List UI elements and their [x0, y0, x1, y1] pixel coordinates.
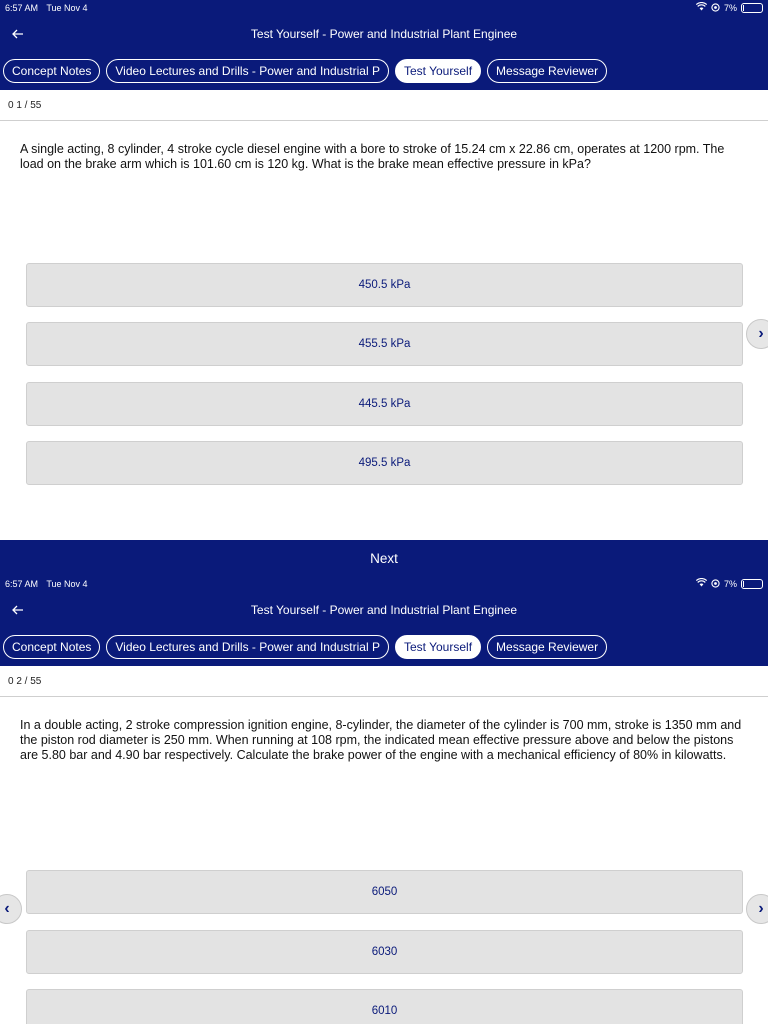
status-bar — [0, 576, 768, 592]
tab-video-lectures[interactable]: Video Lectures and Drills - Power and Industrial P — [106, 59, 389, 83]
page-title: Test Yourself - Power and Industrial Plant Enginee — [250, 603, 518, 617]
status-bar — [0, 0, 768, 16]
app-header — [0, 576, 768, 666]
battery-percent: 7% — [723, 3, 737, 13]
status-time: 6:57 AM — [5, 579, 39, 589]
back-button[interactable] — [8, 598, 28, 622]
status-time: 6:57 AM — [5, 3, 39, 13]
battery-icon — [741, 579, 763, 589]
battery-percent: 7% — [723, 579, 737, 589]
tab-bar — [0, 52, 768, 90]
question-counter: 0 2 / 55 — [0, 666, 768, 697]
answer-option[interactable]: 6010 — [26, 989, 743, 1024]
page-title: Test Yourself - Power and Industrial Plant Enginee — [250, 27, 518, 41]
chevron-right-icon: › — [758, 325, 764, 342]
battery-fill — [743, 581, 744, 587]
tab-test-yourself[interactable]: Test Yourself — [395, 59, 481, 83]
tab-concept-notes[interactable]: Concept Notes — [3, 635, 100, 659]
location-icon — [711, 3, 720, 14]
wifi-icon — [696, 578, 707, 590]
answer-option[interactable]: 6030 — [26, 930, 743, 974]
status-date: Tue Nov 4 — [46, 579, 88, 589]
wifi-icon — [696, 2, 707, 14]
location-icon — [711, 579, 720, 590]
back-arrow-icon — [12, 29, 24, 39]
back-arrow-icon — [12, 605, 24, 615]
answer-option[interactable]: 450.5 kPa — [26, 263, 743, 307]
next-question-button[interactable] — [746, 319, 768, 349]
question-text: In a double acting, 2 stroke compression ignition engine, 8-cylinder, the diameter of the cylinder is 700 mm, stroke is 1350 mm and the piston rod diameter is 250 mm. When running at 108 rpm, the indicated mean effective pressure above and below the pistons are 5.80 bar and 4.90 bar respectively. Calculate the brake power of the engine with a mechanical efficiency of 80% in kilowatts. — [20, 718, 742, 762]
tab-message-reviewer[interactable]: Message Reviewer — [487, 635, 607, 659]
tab-message-reviewer[interactable]: Message Reviewer — [487, 59, 607, 83]
battery-fill — [743, 5, 744, 11]
answer-option[interactable]: 455.5 kPa — [26, 322, 743, 366]
answer-option[interactable]: 495.5 kPa — [26, 441, 743, 485]
app-header — [0, 0, 768, 90]
chevron-right-icon: › — [758, 900, 764, 917]
battery-icon — [741, 3, 763, 13]
answer-option[interactable]: 445.5 kPa — [26, 382, 743, 426]
tab-video-lectures[interactable]: Video Lectures and Drills - Power and Industrial P — [106, 635, 389, 659]
chevron-left-icon: ‹ — [4, 900, 10, 917]
tab-concept-notes[interactable]: Concept Notes — [3, 59, 100, 83]
tab-bar — [0, 628, 768, 666]
question-text: A single acting, 8 cylinder, 4 stroke cycle diesel engine with a bore to stroke of 15.24 cm x 22.86 cm, operates at 1200 rpm. The load on the brake arm which is 101.60 cm is 120 kg. What is the brake mean effective pressure in kPa? — [20, 142, 725, 171]
screen-question-2 — [0, 576, 768, 1024]
previous-question-button[interactable] — [0, 894, 22, 924]
question-counter: 0 1 / 55 — [0, 90, 768, 121]
back-button[interactable] — [8, 22, 28, 46]
answer-option[interactable]: 6050 — [26, 870, 743, 914]
status-date: Tue Nov 4 — [46, 3, 88, 13]
next-question-button[interactable] — [746, 894, 768, 924]
next-button[interactable]: Next — [0, 540, 768, 576]
tab-test-yourself[interactable]: Test Yourself — [395, 635, 481, 659]
